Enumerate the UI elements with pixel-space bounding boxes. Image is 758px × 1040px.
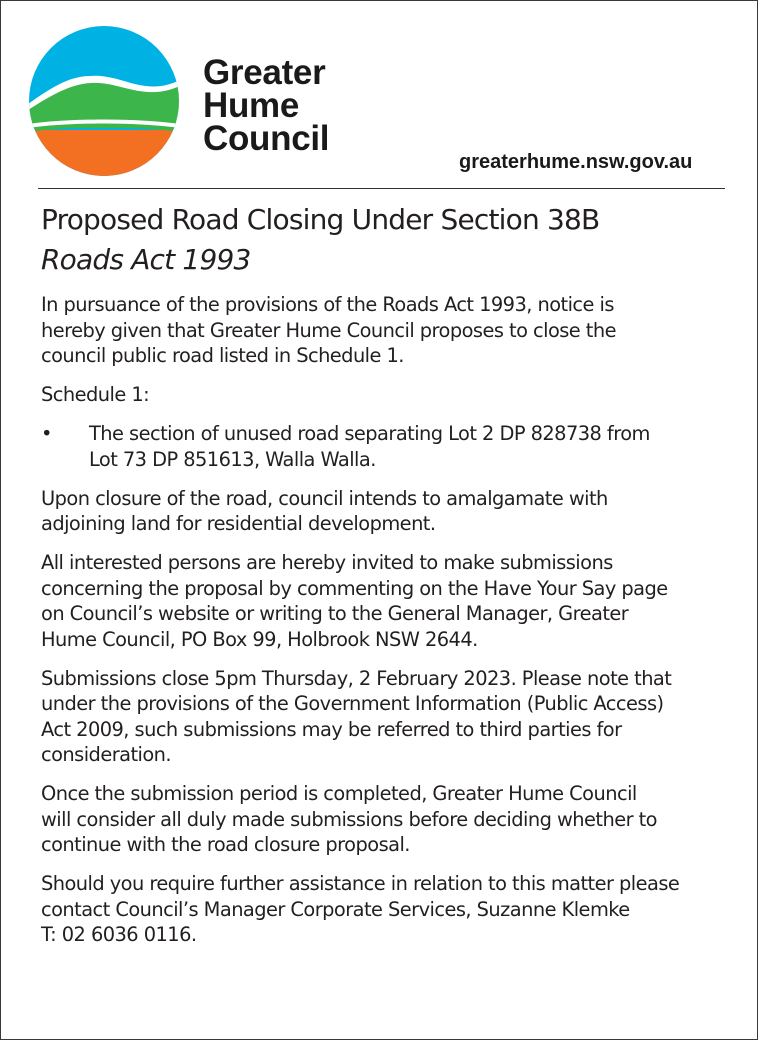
schedule-item-line-1: The section of unused road separating Lot 2 DP 828738 from bbox=[89, 422, 650, 445]
contact-line-1: Should you require further assistance in relation to this matter please bbox=[41, 872, 680, 895]
invite-line-1: All interested persons are hereby invited to make submissions bbox=[41, 551, 613, 574]
contact-line-2: contact Council’s Manager Corporate Services, Suzanne Klemke bbox=[41, 897, 630, 921]
notice-body bbox=[41, 292, 731, 961]
deadline-paragraph bbox=[41, 666, 731, 768]
intro-line-2: hereby given that Greater Hume Council proposes to close the bbox=[41, 318, 616, 342]
contact-line-3: T: 02 6036 0116. bbox=[41, 923, 197, 946]
intro-line-3: council public road listed in Schedule 1. bbox=[41, 344, 404, 367]
council-logo-icon bbox=[28, 26, 180, 176]
bullet-icon: • bbox=[41, 422, 52, 445]
notice-title-block bbox=[41, 200, 599, 280]
deadline-line-4: consideration. bbox=[41, 743, 172, 766]
closure-line-2: adjoining land for residential development. bbox=[41, 512, 436, 535]
header-divider bbox=[38, 188, 725, 189]
council-name-line-3: Council bbox=[203, 119, 330, 158]
invite-paragraph bbox=[41, 550, 731, 652]
closure-paragraph bbox=[41, 486, 731, 537]
website-url: greaterhume.nsw.gov.au bbox=[459, 151, 693, 173]
deadline-line-2: under the provisions of the Government Information (Public Access) bbox=[41, 692, 664, 715]
invite-line-3: on Council’s website or writing to the General Manager, Greater bbox=[41, 602, 629, 625]
invite-line-2: concerning the proposal by commenting on the Have Your Say page bbox=[41, 576, 668, 600]
contact-paragraph bbox=[41, 871, 731, 948]
schedule-item bbox=[41, 421, 731, 472]
schedule-label-text: Schedule 1: bbox=[41, 383, 150, 406]
deadline-line-3: Act 2009, such submissions may be referred to third parties for bbox=[41, 717, 622, 741]
schedule-label bbox=[41, 382, 731, 408]
intro-line-1: In pursuance of the provisions of the Roads Act 1993, notice is bbox=[41, 293, 614, 316]
intro-paragraph bbox=[41, 292, 731, 369]
completion-paragraph bbox=[41, 781, 731, 858]
schedule-item-line-2: Lot 73 DP 851613, Walla Walla. bbox=[89, 447, 376, 471]
council-name-line-2: Hume bbox=[203, 86, 300, 125]
council-name-line-1: Greater bbox=[203, 53, 326, 92]
completion-line-3: continue with the road closure proposal. bbox=[41, 833, 410, 856]
deadline-line-1: Submissions close 5pm Thursday, 2 February 2023. Please note that bbox=[41, 666, 672, 690]
closure-line-1: Upon closure of the road, council intends to amalgamate with bbox=[41, 486, 608, 510]
notice-title: Proposed Road Closing Under Section 38B bbox=[41, 203, 600, 236]
completion-line-2: will consider all duly made submissions before deciding whether to bbox=[41, 807, 657, 831]
notice-subtitle: Roads Act 1993 bbox=[41, 243, 251, 276]
completion-line-1: Once the submission period is completed, Greater Hume Council bbox=[41, 782, 637, 805]
council-name bbox=[203, 53, 330, 158]
invite-line-4: Hume Council, PO Box 99, Holbrook NSW 2644. bbox=[41, 627, 478, 651]
